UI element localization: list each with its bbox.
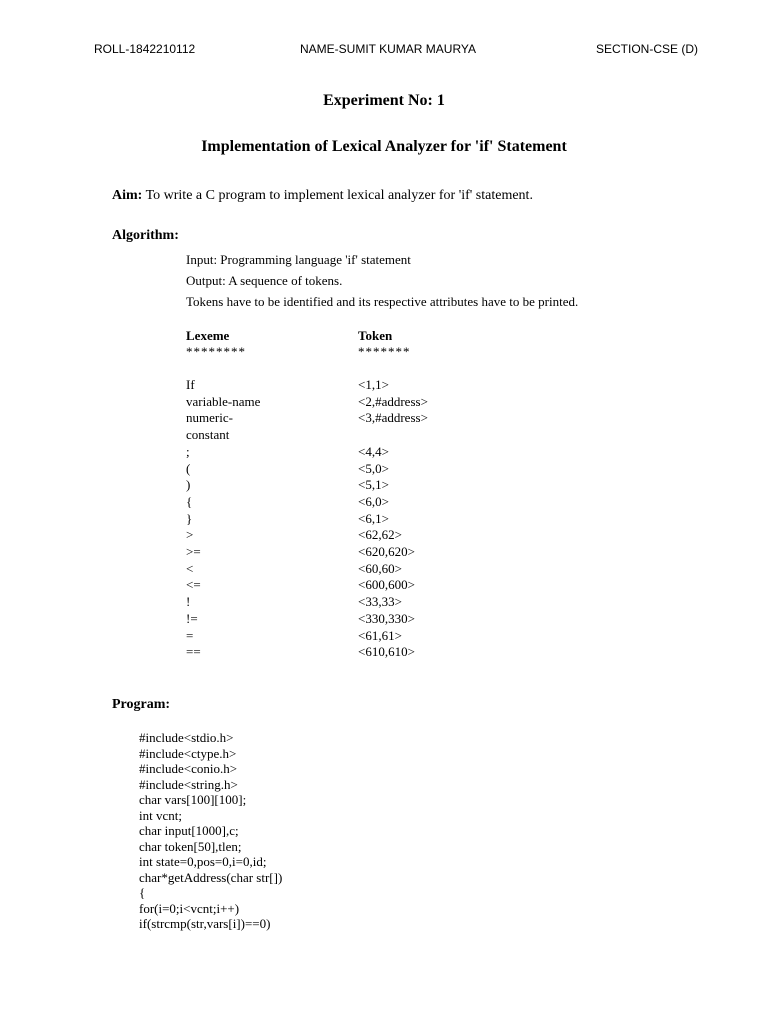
code-line: { [139, 885, 146, 900]
token-cell: <330,330> [358, 610, 415, 626]
table-row [186, 477, 486, 494]
student-name: NAME-SUMIT KUMAR MAURYA [300, 42, 477, 56]
algorithm-heading: Algorithm: [112, 228, 179, 243]
lexeme-cell: ) [186, 477, 191, 493]
table-row [186, 494, 486, 511]
code-line: #include<ctype.h> [139, 745, 237, 761]
algorithm-line: Output: A sequence of tokens. [186, 273, 343, 288]
experiment-title: Experiment No: 1 [323, 92, 445, 109]
table-row [186, 377, 486, 394]
code-line: int vcnt; [139, 807, 182, 823]
lexeme-separator: ******** [186, 344, 246, 359]
code-line: int state=0,pos=0,i=0,id; [139, 854, 267, 869]
table-row [186, 611, 486, 628]
code-line: char*getAddress(char str[]) [139, 869, 283, 885]
table-row [186, 544, 486, 561]
roll-number: ROLL-1842210112 [94, 42, 196, 56]
lexeme-cell: variable-name [186, 393, 261, 409]
code-line: char token[50],tlen; [139, 838, 242, 854]
token-cell: <610,610> [358, 644, 415, 660]
token-cell: <61,61> [358, 627, 402, 643]
table-row [186, 594, 486, 611]
table-row [186, 410, 486, 443]
token-cell: <5,0> [358, 460, 389, 476]
token-table [186, 377, 486, 661]
program-heading: Program: [112, 697, 171, 712]
algorithm-line: Tokens have to be identified and its respective attributes have to be printed. [186, 294, 579, 309]
token-cell: <60,60> [358, 560, 402, 576]
token-cell: <6,1> [358, 510, 389, 526]
token-cell: <620,620> [358, 544, 415, 560]
table-row [186, 577, 486, 594]
code-line: char vars[100][100]; [139, 792, 247, 807]
table-row [186, 527, 486, 544]
lexeme-cell: If [186, 377, 195, 392]
lexeme-cell: = [186, 627, 194, 643]
token-separator: ******* [358, 344, 411, 359]
table-row [186, 444, 486, 461]
lexeme-cell: ! [186, 594, 191, 610]
page-header [94, 42, 698, 60]
algorithm-line: Input: Programming language 'if' statement [186, 252, 411, 267]
aim-text: To write a C program to implement lexical analyzer for 'if' statement. [142, 188, 533, 203]
algorithm-lines [186, 249, 578, 312]
token-column-header: Token [358, 328, 393, 343]
code-line: char input[1000],c; [139, 823, 239, 838]
token-cell: <5,1> [358, 477, 389, 493]
table-row [186, 628, 486, 645]
aim-paragraph [112, 188, 533, 204]
code-line: if(strcmp(str,vars[i])==0) [139, 916, 271, 931]
code-line: #include<string.h> [139, 776, 238, 792]
lexeme-cell: == [186, 644, 201, 660]
lexeme-cell: <= [186, 577, 201, 593]
code-line: #include<conio.h> [139, 761, 238, 776]
table-row [186, 511, 486, 528]
code-line: #include<stdio.h> [139, 730, 234, 745]
table-row [186, 461, 486, 478]
table-row [186, 561, 486, 578]
lexeme-cell: > [186, 527, 194, 543]
lexeme-cell: numeric-constant [186, 410, 233, 443]
lexeme-cell: { [186, 493, 193, 509]
program-code [139, 730, 282, 932]
lexeme-column-header: Lexeme [186, 328, 230, 343]
aim-label: Aim: [112, 188, 143, 203]
section-label: SECTION-CSE (D) [596, 42, 698, 56]
code-line: for(i=0;i<vcnt;i++) [139, 900, 240, 916]
token-cell: <6,0> [358, 493, 389, 509]
lexeme-cell: } [186, 510, 193, 526]
lexeme-cell: < [186, 560, 194, 576]
lexeme-cell: ( [186, 460, 191, 476]
token-cell: <3,#address> [358, 410, 428, 426]
token-cell: <2,#address> [358, 393, 428, 409]
lexeme-cell: != [186, 610, 198, 626]
token-cell: <4,4> [358, 443, 389, 459]
token-cell: <62,62> [358, 527, 402, 543]
token-cell: <1,1> [358, 377, 389, 392]
table-row [186, 394, 486, 411]
lexeme-cell: >= [186, 544, 201, 560]
table-row [186, 644, 486, 661]
lexeme-cell: ; [186, 443, 190, 459]
token-cell: <33,33> [358, 594, 402, 610]
token-cell: <600,600> [358, 577, 415, 593]
document-title: Implementation of Lexical Analyzer for 'if' Statement [201, 138, 567, 155]
